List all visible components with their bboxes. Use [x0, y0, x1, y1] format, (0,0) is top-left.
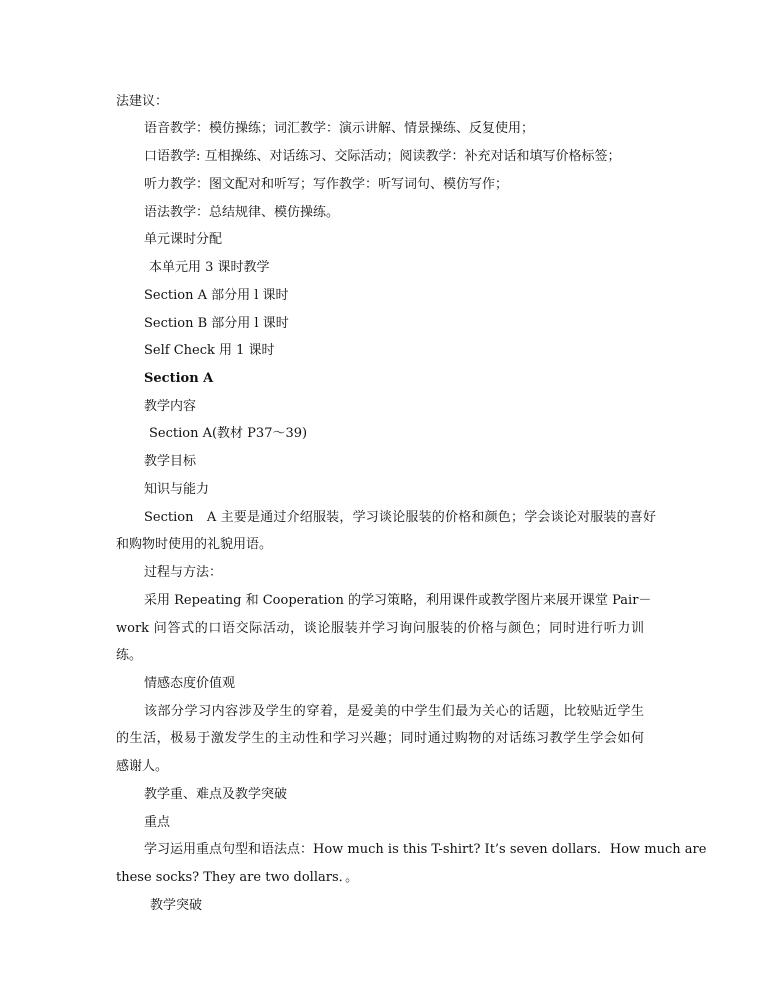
oral-method: 口语教学: 互相操练、对话练习、交际活动；阅读教学：补充对话和填写价格标签；	[144, 149, 621, 164]
section-b-hours: Section B 部分用 l 课时	[144, 316, 289, 331]
process-paragraph-line-2: work 问答式的口语交际活动，谈论服装并学习询问服装的价格与颜色；同时进行听力训	[116, 621, 644, 636]
grammar-method: 语法教学：总结规律、模仿操练。	[144, 205, 340, 220]
attitude-paragraph-line-3: 感谢人。	[116, 759, 169, 774]
key-points-heading: 重点	[144, 815, 171, 830]
unit-allocation-heading: 单元课时分配	[144, 232, 223, 247]
process-heading: 过程与方法：	[144, 565, 223, 580]
textbook-pages: Section A(教材 P37～39)	[149, 426, 308, 441]
attitude-paragraph-line-2: 的生活，极易于激发学生的主动性和学习兴趣；同时通过购物的对话练习教学生学会如何	[116, 731, 644, 746]
goals-heading: 教学目标	[144, 454, 197, 469]
breakthrough-heading: 教学突破	[150, 898, 203, 913]
key-points-line-1: 学习运用重点句型和语法点：How much is this T-shirt? It’s seven dollars．How much are	[144, 842, 707, 857]
content-heading: 教学内容	[144, 399, 197, 414]
process-paragraph-line-3: 练。	[116, 648, 143, 663]
section-a-hours: Section A 部分用 l 课时	[144, 288, 289, 303]
section-a-heading: Section A	[144, 371, 214, 386]
attitude-heading: 情感态度价值观	[144, 676, 236, 691]
key-points-line-2: these socks? They are two dollars．。	[116, 870, 359, 885]
knowledge-heading: 知识与能力	[144, 482, 210, 497]
listening-method: 听力教学：图文配对和听写；写作教学：听写词句、模仿写作；	[144, 177, 509, 192]
process-paragraph-line-1: 采用 Repeating 和 Cooperation 的学习策略，利用课件或教学图片来展开课堂 Pair－	[144, 593, 652, 608]
attitude-paragraph-line-1: 该部分学习内容涉及学生的穿着，是爱美的中学生们最为关心的话题，比较贴近学生	[144, 704, 644, 719]
pronunciation-method: 语音教学：模仿操练；词汇教学：演示讲解、情景操练、反复使用；	[144, 121, 535, 136]
hours-total: 本单元用 3 课时教学	[149, 260, 270, 275]
key-difficult-heading: 教学重、难点及教学突破	[144, 787, 288, 802]
knowledge-paragraph-line-1: Section A 主要是通过介绍服装，学习谈论服装的价格和颜色；学会谈论对服装的喜好	[144, 510, 656, 525]
intro-text: 法建议：	[116, 94, 169, 109]
knowledge-paragraph-line-2: 和购物时使用的礼貌用语。	[116, 537, 273, 552]
self-check-hours: Self Check 用 1 课时	[144, 343, 275, 358]
